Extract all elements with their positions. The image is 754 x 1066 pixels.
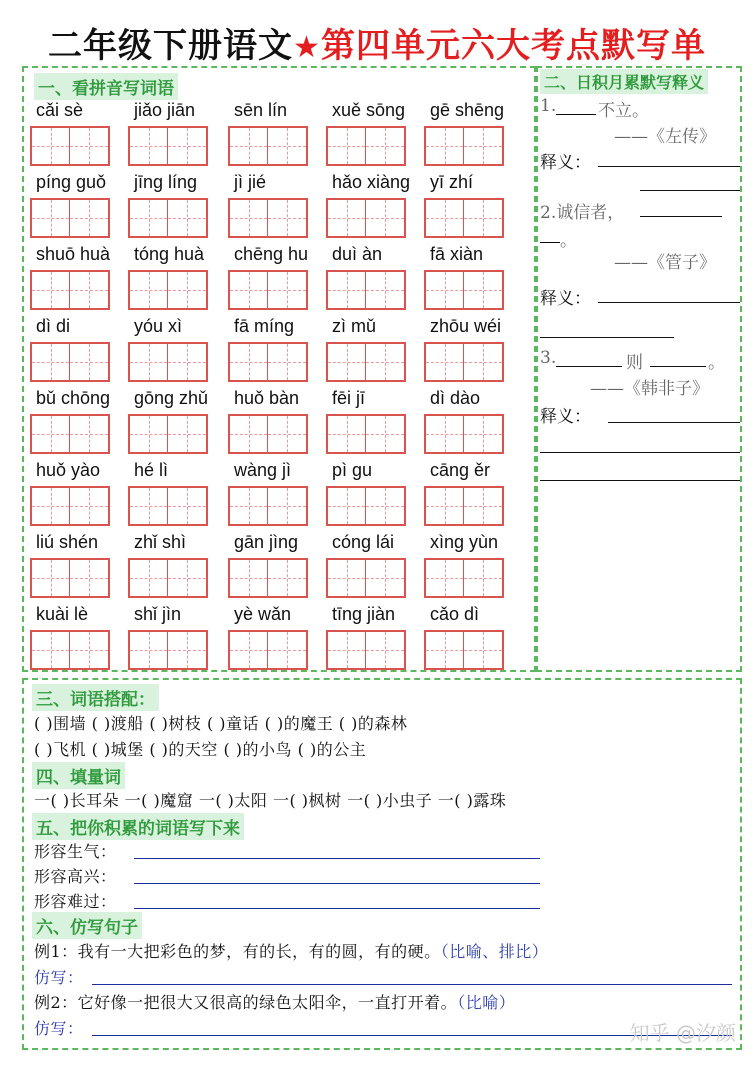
example2-text: 例2：它好像一把很大又很高的绿色太阳伞，一直打开着。 (34, 993, 458, 1012)
writing-grid[interactable] (228, 486, 308, 526)
writing-grid[interactable] (128, 198, 208, 238)
grid-cell[interactable] (32, 416, 70, 452)
grid-cell[interactable] (32, 128, 70, 164)
grid-cell[interactable] (130, 344, 168, 380)
pinyin-label: chēng hu (234, 244, 309, 264)
grid-cell[interactable] (464, 560, 502, 596)
writing-grid[interactable] (424, 630, 504, 670)
q2-shiyi-label: 释义： (540, 289, 591, 309)
pinyin-label: yè wǎn (234, 604, 292, 624)
pinyin-label: pì gu (332, 460, 373, 480)
grid-cell[interactable] (464, 200, 502, 236)
pinyin-label: liú shén (36, 532, 99, 552)
q3-blank1[interactable] (556, 366, 622, 367)
grid-cell[interactable] (230, 560, 268, 596)
writing-grid[interactable] (128, 126, 208, 166)
grid-cell[interactable] (32, 632, 70, 668)
q1-number: 1. (540, 96, 557, 116)
pinyin-label: yóu xì (134, 316, 183, 336)
section6-heading: 六、仿写句子 (32, 912, 142, 939)
q3-mid: 则 (626, 353, 643, 373)
example1-text: 例1：我有一大把彩色的梦，有的长，有的圆，有的硬。 (34, 942, 441, 961)
section6-example1 (34, 939, 548, 962)
q3-end: 。 (708, 353, 725, 373)
grid-cell[interactable] (426, 632, 464, 668)
star-icon: ★ (293, 30, 321, 65)
q3-shiyi-line[interactable] (608, 422, 740, 423)
q1-shiyi-line2[interactable] (640, 190, 740, 191)
grid-cell[interactable] (268, 272, 306, 308)
writing-grid[interactable] (228, 126, 308, 166)
grid-cell[interactable] (426, 560, 464, 596)
grid-cell[interactable] (426, 344, 464, 380)
grid-cell[interactable] (70, 560, 108, 596)
writing-grid[interactable] (326, 558, 406, 598)
grid-cell[interactable] (230, 344, 268, 380)
writing-grid[interactable] (326, 414, 406, 454)
grid-cell[interactable] (32, 272, 70, 308)
grid-cell[interactable] (168, 560, 206, 596)
pinyin-label: wàng jì (234, 460, 292, 480)
grid-cell[interactable] (168, 344, 206, 380)
q3-number: 3. (540, 348, 557, 368)
pinyin-label: jì jié (234, 172, 267, 192)
grid-cell[interactable] (70, 272, 108, 308)
q1-source: ——《左传》 (614, 127, 716, 147)
grid-cell[interactable] (328, 416, 366, 452)
pinyin-label: dì di (36, 316, 71, 336)
grid-cell[interactable] (366, 560, 404, 596)
writing-grid[interactable] (30, 126, 110, 166)
grid-cell[interactable] (130, 560, 168, 596)
q2-shiyi-line2[interactable] (540, 337, 674, 338)
grid-cell[interactable] (268, 488, 306, 524)
grid-cell[interactable] (426, 128, 464, 164)
grid-cell[interactable] (268, 416, 306, 452)
section6-example2 (34, 990, 515, 1013)
imitate1-line[interactable] (92, 984, 732, 985)
section5-item-anger: 形容生气： (34, 842, 117, 861)
pinyin-label: xuě sōng (332, 100, 406, 120)
grid-cell[interactable] (366, 128, 404, 164)
grid-cell[interactable] (168, 272, 206, 308)
grid-cell[interactable] (230, 200, 268, 236)
section3-heading: 三、词语搭配： (32, 684, 159, 711)
grid-cell[interactable] (130, 488, 168, 524)
q3-shiyi-label: 释义： (540, 407, 591, 427)
grid-cell[interactable] (366, 272, 404, 308)
q2-end: 。 (560, 231, 577, 251)
grid-cell[interactable] (70, 488, 108, 524)
pinyin-label: hǎo xiàng (332, 172, 411, 192)
writing-grid[interactable] (228, 270, 308, 310)
pinyin-label: kuài lè (36, 604, 89, 624)
grid-cell[interactable] (70, 344, 108, 380)
pinyin-label: tīng jiàn (332, 604, 396, 624)
grid-cell[interactable] (168, 128, 206, 164)
grid-cell[interactable] (32, 488, 70, 524)
writing-grid[interactable] (228, 342, 308, 382)
writing-grid[interactable] (228, 414, 308, 454)
grid-cell[interactable] (366, 488, 404, 524)
imitate1-label: 仿写： (34, 968, 84, 987)
watermark: 知乎 @汐颜 (629, 1021, 736, 1045)
grid-cell[interactable] (230, 128, 268, 164)
q3-blank2[interactable] (650, 366, 706, 367)
writing-grid[interactable] (30, 630, 110, 670)
grid-cell[interactable] (230, 632, 268, 668)
imitate2-label: 仿写： (34, 1019, 84, 1038)
grid-cell[interactable] (130, 416, 168, 452)
writing-grid[interactable] (326, 486, 406, 526)
pinyin-label: cǎo dì (430, 604, 480, 624)
section1-heading: 一、看拼音写词语 (34, 73, 178, 100)
section3-line2: ( )飞机 ( )城堡 ( )的天空 ( )的小鸟 ( )的公主 (34, 740, 367, 759)
pinyin-label: tóng huà (134, 244, 205, 264)
grid-cell[interactable] (70, 128, 108, 164)
pinyin-label: gōng zhǔ (134, 388, 209, 408)
pinyin-label: shǐ jìn (134, 604, 182, 624)
writing-grid[interactable] (424, 198, 504, 238)
pinyin-label: jīng líng (134, 172, 198, 192)
grid-cell[interactable] (230, 488, 268, 524)
writing-grid[interactable] (30, 270, 110, 310)
q1-shiyi-line[interactable] (598, 166, 740, 167)
pinyin-label: duì àn (332, 244, 383, 264)
grid-cell[interactable] (130, 128, 168, 164)
pinyin-label: xìng yùn (430, 532, 499, 552)
grid-cell[interactable] (268, 560, 306, 596)
writing-grid[interactable] (128, 342, 208, 382)
grid-cell[interactable] (268, 344, 306, 380)
grid-cell[interactable] (328, 128, 366, 164)
writing-grid[interactable] (424, 414, 504, 454)
pinyin-label: jiǎo jiān (134, 100, 196, 120)
section4-heading: 四、填量词 (32, 762, 125, 789)
grid-cell[interactable] (70, 200, 108, 236)
grid-cell[interactable] (168, 632, 206, 668)
q2-source: ——《管子》 (614, 253, 716, 273)
grid-cell[interactable] (328, 344, 366, 380)
section5-item-happy: 形容高兴： (34, 867, 117, 886)
grid-cell[interactable] (230, 416, 268, 452)
writing-grid[interactable] (128, 486, 208, 526)
grid-cell[interactable] (464, 272, 502, 308)
title-part1: 二年级下册语文 (48, 26, 294, 66)
grid-cell[interactable] (130, 200, 168, 236)
section5-heading: 五、把你积累的词语写下来 (32, 813, 244, 840)
writing-grid[interactable] (424, 270, 504, 310)
section3-line1: ( )围墙 ( )渡船 ( )树枝 ( )童话 ( )的魔王 ( )的森林 (34, 714, 408, 733)
pinyin-label: fā míng (234, 316, 295, 336)
grid-cell[interactable] (168, 488, 206, 524)
grid-cell[interactable] (230, 272, 268, 308)
grid-cell[interactable] (328, 488, 366, 524)
pinyin-label: fēi jī (332, 388, 366, 408)
grid-cell[interactable] (268, 200, 306, 236)
title-part2: 第四单元六大考点默写单 (320, 26, 706, 66)
pinyin-label: shuō huà (36, 244, 111, 264)
q3-shiyi-line3[interactable] (540, 480, 740, 481)
grid-cell[interactable] (130, 272, 168, 308)
grid-cell[interactable] (464, 488, 502, 524)
grid-cell[interactable] (328, 560, 366, 596)
q2-shiyi-line[interactable] (598, 302, 740, 303)
pinyin-label: yī zhí (430, 172, 474, 192)
section2-heading: 二、日积月累默写释义 (540, 69, 708, 94)
grid-cell[interactable] (130, 632, 168, 668)
section5-line-sad[interactable] (134, 908, 540, 909)
grid-cell[interactable] (366, 416, 404, 452)
pinyin-label: cāng ěr (430, 460, 491, 480)
grid-cell[interactable] (328, 272, 366, 308)
pinyin-label: gē shēng (430, 100, 505, 120)
pinyin-label: cǎi sè (36, 100, 84, 120)
grid-cell[interactable] (464, 344, 502, 380)
pinyin-label: huǒ yào (36, 460, 101, 480)
section4-line: 一( )长耳朵 一( )魔窟 一( )太阳 一( )枫树 一( )小虫子 一( )露珠 (34, 791, 507, 810)
writing-grid[interactable] (326, 270, 406, 310)
writing-grid[interactable] (128, 558, 208, 598)
q3-shiyi-line2[interactable] (540, 452, 740, 453)
pinyin-label: zhǐ shì (134, 532, 187, 552)
grid-cell[interactable] (168, 416, 206, 452)
pinyin-label: dì dào (430, 388, 481, 408)
writing-grid[interactable] (424, 126, 504, 166)
q2-text: 2.诚信者， (540, 203, 625, 223)
pinyin-label: píng guǒ (36, 172, 107, 192)
example2-note: （比喻） (457, 993, 516, 1012)
pinyin-label: bǔ chōng (36, 388, 111, 408)
grid-cell[interactable] (426, 488, 464, 524)
writing-grid[interactable] (30, 486, 110, 526)
example1-note: （比喻、排比） (440, 942, 549, 961)
pinyin-label: cóng lái (332, 532, 395, 552)
grid-cell[interactable] (328, 632, 366, 668)
q1-text: 不立。 (598, 101, 649, 121)
writing-grid[interactable] (326, 126, 406, 166)
pinyin-label: gān jìng (234, 532, 299, 552)
writing-grid[interactable] (128, 414, 208, 454)
grid-cell[interactable] (464, 632, 502, 668)
writing-grid[interactable] (30, 342, 110, 382)
grid-cell[interactable] (32, 200, 70, 236)
section5-line-happy[interactable] (134, 883, 540, 884)
pinyin-label: huǒ bàn (234, 388, 300, 408)
q2-blank[interactable] (640, 216, 722, 217)
q3-source: ——《韩非子》 (590, 379, 709, 399)
grid-cell[interactable] (70, 632, 108, 668)
writing-grid[interactable] (424, 486, 504, 526)
grid-cell[interactable] (268, 128, 306, 164)
writing-grid[interactable] (326, 630, 406, 670)
section5-item-sad: 形容难过： (34, 892, 117, 911)
q1-blank[interactable] (556, 114, 596, 115)
grid-cell[interactable] (426, 416, 464, 452)
grid-cell[interactable] (168, 200, 206, 236)
grid-cell[interactable] (464, 128, 502, 164)
page-title (0, 18, 754, 67)
q2-blank2[interactable] (540, 242, 560, 243)
grid-cell[interactable] (426, 200, 464, 236)
grid-cell[interactable] (268, 632, 306, 668)
pinyin-label: zì mǔ (332, 316, 377, 336)
writing-grid[interactable] (326, 342, 406, 382)
grid-cell[interactable] (328, 200, 366, 236)
writing-grid[interactable] (326, 198, 406, 238)
writing-grid[interactable] (424, 558, 504, 598)
pinyin-label: sēn lín (234, 100, 288, 120)
grid-cell[interactable] (366, 632, 404, 668)
grid-cell[interactable] (32, 344, 70, 380)
pinyin-label: fā xiàn (430, 244, 484, 264)
grid-cell[interactable] (366, 200, 404, 236)
grid-cell[interactable] (70, 416, 108, 452)
writing-grid[interactable] (128, 630, 208, 670)
grid-cell[interactable] (464, 416, 502, 452)
writing-grid[interactable] (30, 198, 110, 238)
grid-cell[interactable] (32, 560, 70, 596)
q1-shiyi-label: 释义： (540, 153, 591, 173)
grid-cell[interactable] (366, 344, 404, 380)
writing-grid[interactable] (228, 630, 308, 670)
pinyin-label: zhōu wéi (430, 316, 502, 336)
writing-grid[interactable] (228, 198, 308, 238)
writing-grid[interactable] (424, 342, 504, 382)
writing-grid[interactable] (30, 414, 110, 454)
section5-line-anger[interactable] (134, 858, 540, 859)
writing-grid[interactable] (30, 558, 110, 598)
writing-grid[interactable] (228, 558, 308, 598)
writing-grid[interactable] (128, 270, 208, 310)
pinyin-label: hé lì (134, 460, 169, 480)
grid-cell[interactable] (426, 272, 464, 308)
